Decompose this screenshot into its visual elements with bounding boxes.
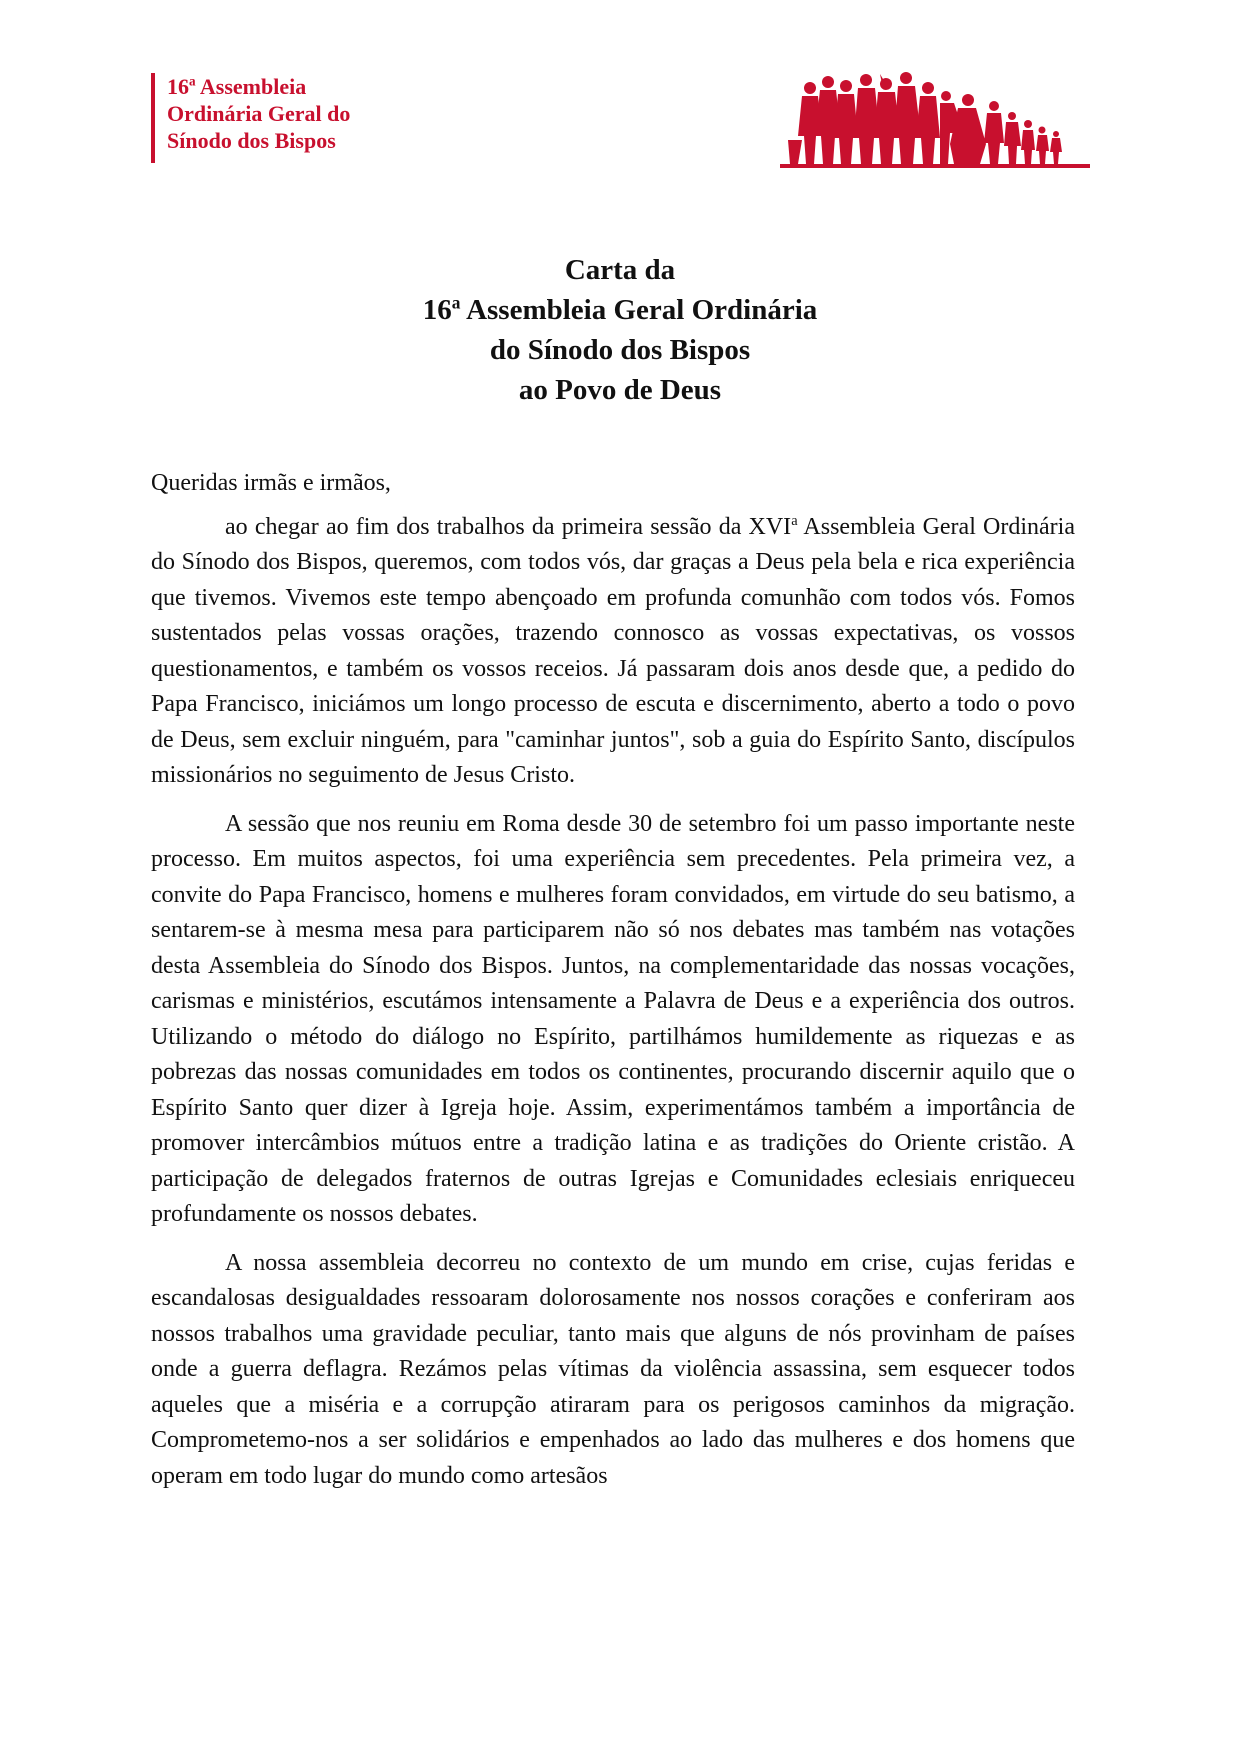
document-title — [200, 250, 1040, 410]
salutation: Queridas irmãs e irmãos, — [151, 470, 391, 496]
paragraph-2: A sessão que nos reuniu em Roma desde 30 de setembro foi um passo importante neste processo. Em muitos aspectos, foi uma experiência sem precedentes. Pela primeira vez, a convite do Papa Francisco, homens e mulheres foram convidados, em virtude do seu batismo, a sentarem-se à mesma mesa para participarem não só nos debates mas também nas votações desta Assembleia do Sínodo dos Bispos. Juntos, na complementaridade das nossas vocações, carismas e ministérios, escutámos intensamente a Palavra de Deus e a experiência dos outros. Utilizando o método do diálogo no Espírito, partilhámos humildemente as riquezas e as pobrezas das nossas comunidades em todos os continentes, procurando discernir aquilo que o Espírito Santo quer dizer à Igreja hoje. Assim, experimentámos também a importância de promover intercâmbios mútuos entre a tradição latina e as tradições do Oriente cristão. A participação de delegados fraternos de outras Igrejas e Comunidades eclesiais enriqueceu profundamente os nossos debates. — [151, 810, 1075, 1227]
synod-people-silhouette-logo-icon — [780, 70, 1090, 170]
title-line-3: do Sínodo dos Bispos — [489, 334, 751, 366]
header-line-1: 16$^a$ Assembleia — [167, 73, 307, 99]
header-line-2: Ordinária Geral do — [167, 101, 351, 126]
paragraph-3: A nossa assembleia decorreu no contexto de um mundo em crise, cujas feridas e escandalosas desigualdades ressoaram dolorosamente nos nossos corações e conferiram aos nossos trabalhos uma gravidade peculiar, tanto mais que alguns de nós provinham de países onde a guerra deflagra. Rezámos pelas vítimas da violência assassina, sem esquecer todos aqueles que a miséria e a corrupção atiraram para os perigosos caminhos da migração. Comprometemo-nos a ser solidários e empenhados ao lado das mulheres e dos homens que operam em todo lugar do mundo como artesãos — [151, 1249, 1075, 1489]
title-line-2: 16$^a$ Assembleia Geral Ordinária — [422, 292, 818, 326]
header-line-3: Sínodo dos Bispos — [167, 128, 336, 153]
title-line-4: ao Povo de Deus — [518, 374, 722, 406]
paragraph-1: ao chegar ao fim dos trabalhos da primeira sessão da XVI$^a$ Assembleia Geral Ordinária do Sínodo dos Bispos, queremos, com todos vós, dar graças a Deus pela bela e rica experiência que tivemos. Vivemos este tempo abençoado em profunda comunhão com todos vós. Fomos sustentados pelas vossas orações, trazendo connosco as vossas expectativas, os vossos questionamentos, e também os vossos receios. Já passaram dois anos desde que, a pedido do Papa Francisco, iniciámos um longo processo de escuta e discernimento, aberto a todo o povo de Deus, sem excluir ninguém, para "caminhar juntos", sob a guia do Espírito Santo, discípulos missionários no seguimento de Jesus Cristo. — [151, 512, 1075, 788]
letter-body — [151, 466, 1075, 1507]
title-line-1: Carta da — [564, 254, 676, 286]
header-institution-name — [151, 73, 467, 163]
